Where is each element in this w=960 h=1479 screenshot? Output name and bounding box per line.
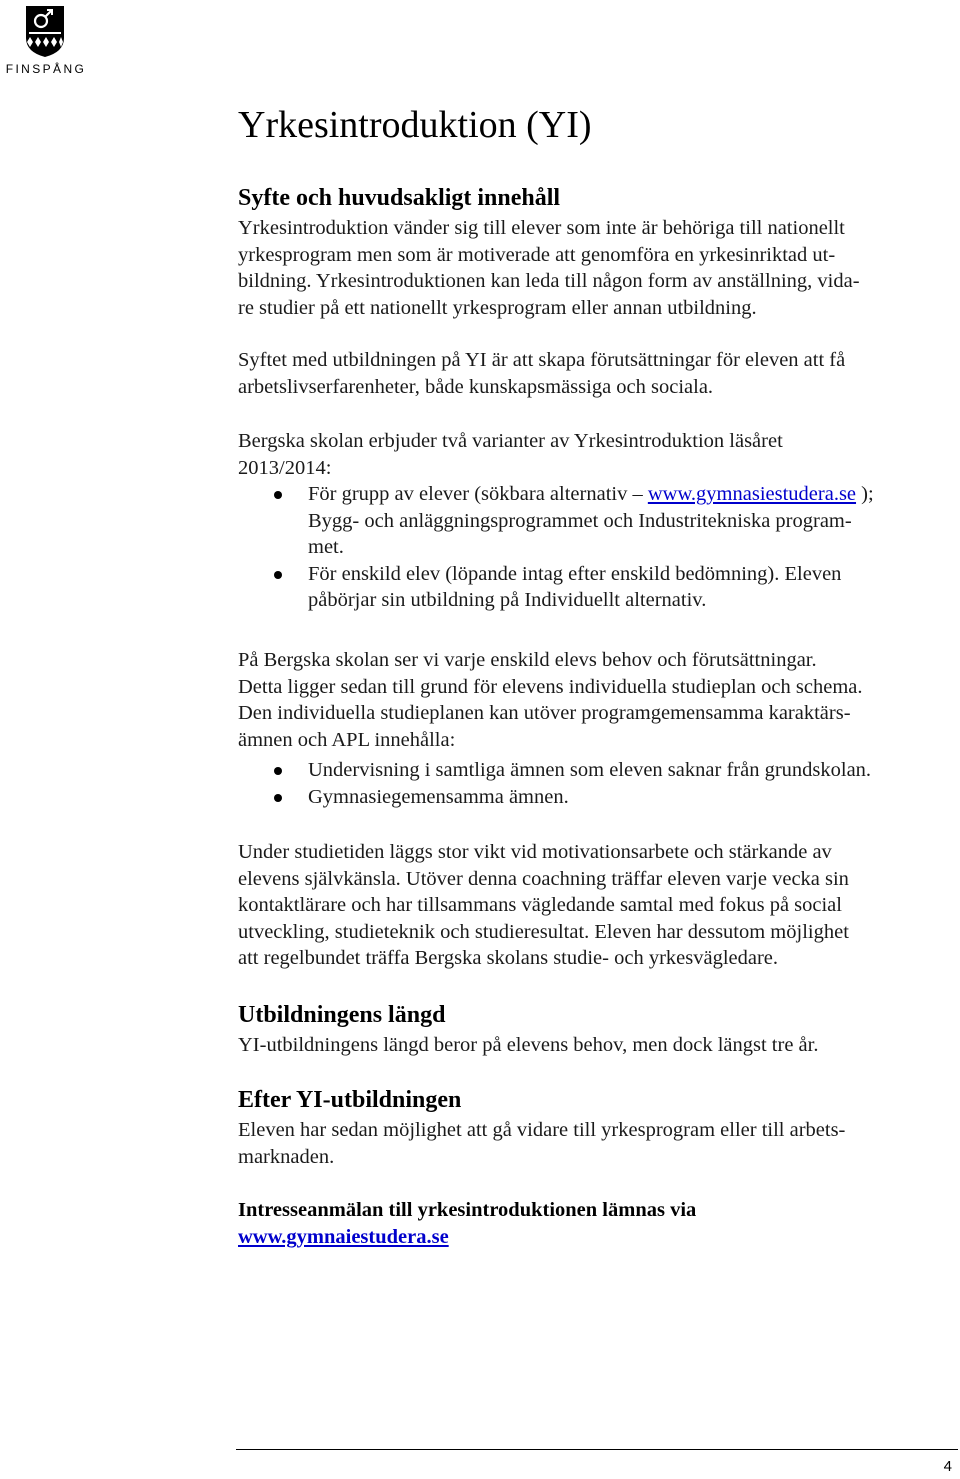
paragraph-coaching — [238, 839, 958, 972]
text-line: Den individuella studieplanen kan utöver programgemensamma karaktärs- — [238, 702, 851, 724]
paragraph-registration — [238, 1197, 958, 1250]
text-line: För enskild elev (löpande intag efter enskild bedömning). Eleven — [308, 562, 842, 585]
study-plan-list — [238, 757, 958, 810]
text-line: arbetslivserfarenheter, både kunskapsmässiga och sociala. — [238, 375, 714, 398]
paragraph-length — [238, 1032, 958, 1059]
text-line: bildning. Yrkesintroduktionen kan leda till någon form av anställning, vida- — [238, 270, 860, 292]
section-heading-purpose: Syfte och huvudsakligt innehåll — [238, 185, 561, 211]
paragraph-study-plan — [238, 647, 958, 753]
text-line — [308, 481, 958, 508]
list-item-text: ); — [856, 483, 874, 505]
section-heading-after: Efter YI-utbildningen — [238, 1087, 462, 1113]
text-line: Syftet med utbildningen på YI är att skapa förutsättningar för eleven att få — [238, 349, 846, 371]
list-item: Undervisning i samtliga ämnen som eleven saknar från grundskolan. — [238, 757, 958, 784]
list-item — [238, 561, 958, 614]
text-line: 2013/2014: — [238, 456, 332, 479]
paragraph-after — [238, 1117, 958, 1170]
page-number: 4 — [943, 1458, 952, 1475]
text-line: re studier på ett nationellt yrkesprogram eller annan utbildning. — [238, 296, 757, 319]
text-line: YI-utbildningens längd beror på elevens behov, men dock längst tre år. — [238, 1034, 819, 1056]
text-line: yrkesprogram men som är motiverade att genomföra en yrkesinriktad ut- — [238, 243, 836, 266]
footer-divider — [236, 1449, 958, 1450]
list-item: Gymnasiegemensamma ämnen. — [238, 784, 958, 811]
section-heading-length: Utbildningens längd — [238, 1002, 446, 1028]
text-line: På Bergska skolan ser vi varje enskild elevs behov och förutsättningar. — [238, 649, 817, 671]
text-line: Under studietiden läggs stor vikt vid motivationsarbete och stärkande av — [238, 841, 832, 863]
text-line: utveckling, studieteknik och studieresultat. Eleven har dessutom möjlighet — [238, 920, 849, 943]
text-line: Bygg- och anläggningsprogrammet och Industritekniska program- — [308, 509, 852, 532]
registration-text: Intresseanmälan till yrkesintroduktionen lämnas via — [238, 1199, 697, 1221]
text-line: ämnen och APL innehålla: — [238, 728, 456, 751]
gymnaiestudera-link[interactable]: www.gymnaiestudera.se — [238, 1225, 449, 1248]
list-item-text: För grupp av elever (sökbara alternativ – — [308, 483, 648, 505]
text-line: Yrkesintroduktion vänder sig till elever som inte är behöriga till nationellt — [238, 217, 845, 239]
page-title: Yrkesintroduktion (YI) — [238, 104, 592, 146]
text-line: påbörjar sin utbildning på Individuellt alternativ. — [308, 589, 707, 611]
paragraph-intro — [238, 215, 958, 321]
text-line: Eleven har sedan möjlighet att gå vidare till yrkesprogram eller till arbets- — [238, 1119, 846, 1141]
paragraph-purpose — [238, 347, 958, 400]
finspang-logo — [4, 4, 87, 76]
text-line: marknaden. — [238, 1145, 335, 1168]
text-line: met. — [308, 536, 344, 558]
finspang-coat-of-arms-icon — [24, 4, 66, 58]
text-line: kontaktlärare och har tillsammans vägledande samtal med fokus på social — [238, 894, 842, 916]
text-line: Detta ligger sedan till grund för elevens individuella studieplan och schema. — [238, 675, 863, 698]
text-line: elevens självkänsla. Utöver denna coachning träffar eleven varje vecka sin — [238, 867, 849, 890]
gymnasiestudera-link[interactable]: www.gymnasiestudera.se — [647, 483, 857, 505]
text-line: Bergska skolan erbjuder två varianter av Yrkesintroduktion läsåret — [238, 430, 783, 452]
text-line: att regelbundet träffa Bergska skolans studie- och yrkesvägledare. — [238, 947, 779, 969]
list-item — [238, 481, 958, 561]
logo-wordmark: FINSPÅNG — [5, 62, 87, 76]
paragraph-variants — [238, 428, 958, 481]
variants-list — [238, 481, 958, 614]
